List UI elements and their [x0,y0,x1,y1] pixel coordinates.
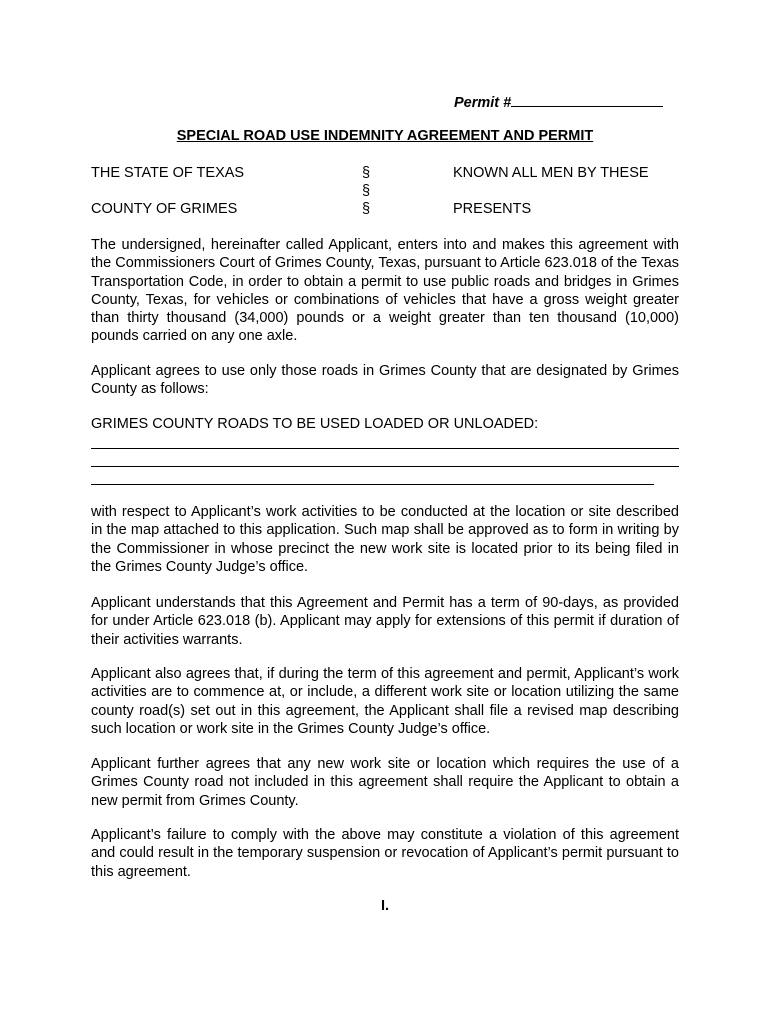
paragraph-term: Applicant understands that this Agreement and Permit has a term of 90-days, as provided for under Article 623.018 (b). Applicant may apply for extensions of this permit if duration of their activities warrants. [91,595,679,648]
paragraph-intro: The undersigned, hereinafter called Applicant, enters into and makes this agreement with the Commissioners Court of Grimes County, Texas, pursuant to Article 623.018 of the Texas Transportation Code, in order to obtain a permit to use public roads and bridges in Grimes County, Texas, for vehicles or combinations of vehicles that have a gross weight greater than thirty thousand (34,000) pounds or a weight greater than ten thousand (10,000) pounds carried on any one axle. [91,237,679,345]
caption-county: COUNTY OF GRIMES [91,201,238,217]
permit-number-field [454,92,663,111]
paragraph-new-permit: Applicant further agrees that any new work site or location which requires the use of a Grimes County road not included in this agreement shall require the Applicant to obtain a new permit from Grimes County. [91,756,679,809]
paragraph-work-activities: with respect to Applicant’s work activities to be conducted at the location or site described in the map attached to this application. Such map shall be approved as to form in writing by the Commissioner in whose precinct the new work site is located prior to its being filed in the Grimes County Judge’s office. [91,504,679,575]
paragraph-revised-map: Applicant also agrees that, if during the term of this agreement and permit, Applicant’s work activities are to commence at, or include, a different work site or location utilizing the same county road(s) set out in this agreement, the Applicant shall file a revised map describing such location or work site in the Grimes County Judge’s office. [91,666,679,737]
section-symbol: § [362,165,371,181]
caption-known: KNOWN ALL MEN BY THESE [453,165,649,181]
section-symbol: § [362,183,371,199]
roads-blank-line-3[interactable] [91,484,654,485]
document-title: SPECIAL ROAD USE INDEMNITY AGREEMENT AND PERMIT [176,128,594,144]
permit-number-blank[interactable] [511,92,663,107]
section-symbol: § [362,201,371,217]
caption-presents: PRESENTS [453,201,532,217]
paragraph-roads-agreement: Applicant agrees to use only those roads in Grimes County that are designated by Grimes County as follows: [91,363,679,398]
roads-label: GRIMES COUNTY ROADS TO BE USED LOADED OR UNLOADED: [91,416,539,432]
roads-blank-line-1[interactable] [91,448,679,449]
caption-state: THE STATE OF TEXAS [91,165,245,181]
permit-label: Permit # [454,95,512,111]
section-number: I. [380,898,390,914]
paragraph-violation: Applicant’s failure to comply with the above may constitute a violation of this agreement and could result in the temporary suspension or revocation of Applicant’s permit pursuant to this agreement. [91,827,679,880]
roads-blank-line-2[interactable] [91,466,679,467]
